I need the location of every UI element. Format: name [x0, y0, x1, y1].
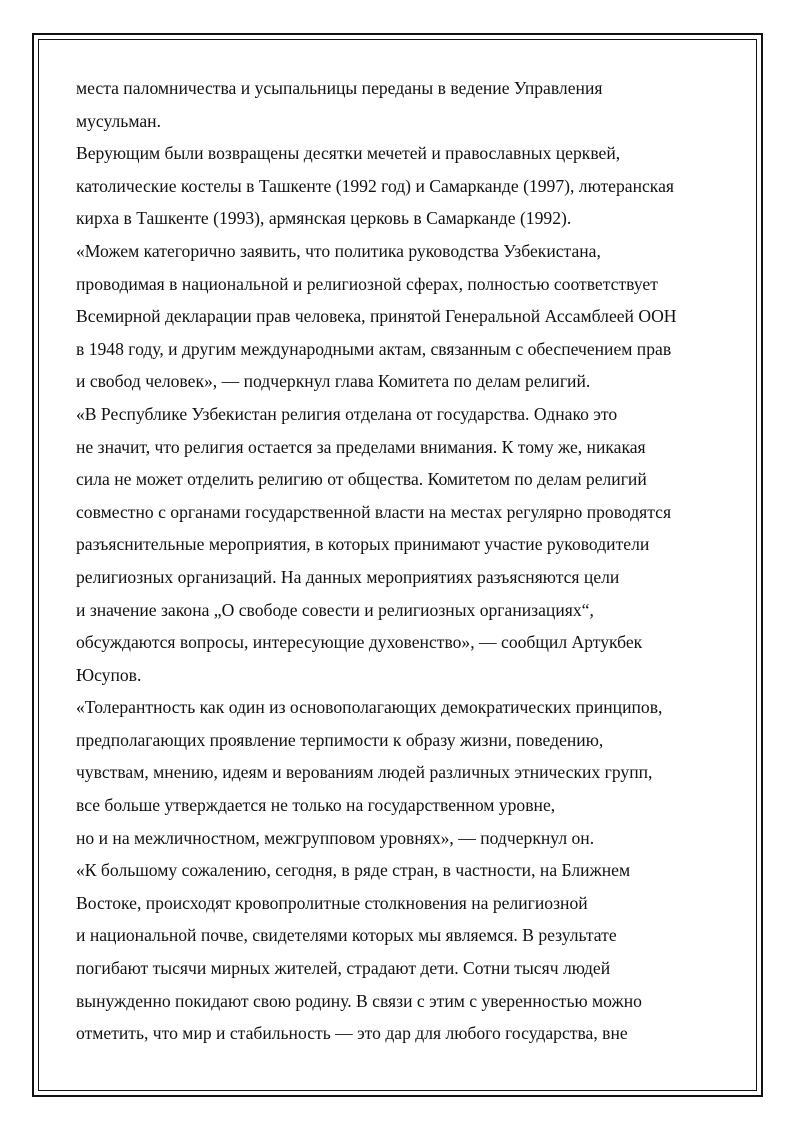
- text-line: Востоке, происходят кровопролитные столкновения на религиозной: [76, 892, 588, 913]
- document-body: [76, 74, 736, 1052]
- text-line: предполагающих проявление терпимости к образу жизни, поведению,: [76, 729, 604, 750]
- text-line: «Можем категорично заявить, что политика руководства Узбекистана,: [76, 240, 601, 261]
- text-line: Верующим были возвращены десятки мечетей и православных церквей,: [76, 143, 621, 164]
- text-line: все больше утверждается не только на государственном уровне,: [76, 795, 556, 816]
- text-line: кирха в Ташкенте (1993), армянская церковь в Самарканде (1992).: [76, 208, 572, 229]
- text-line: места паломничества и усыпальницы переданы в ведение Управления: [76, 78, 603, 98]
- text-line: вынужденно покидают свою родину. В связи с этим с уверенностью можно: [76, 990, 642, 1011]
- text-line: проводимая в национальной и религиозной сферах, полностью соответствует: [76, 273, 658, 294]
- text-line: обсуждаются вопросы, интересующие духовенство», — сообщил Артукбек: [76, 632, 643, 653]
- text-line: «Толерантность как один из основополагающих демократических принципов,: [76, 697, 663, 718]
- text-line: сила не может отделить религию от общества. Комитетом по делам религий: [76, 469, 647, 490]
- text-line: мусульман.: [76, 110, 161, 131]
- text-line: религиозных организаций. На данных мероприятиях разъясняются цели: [76, 566, 620, 587]
- text-line: чувствам, мнению, идеям и верованиям людей различных этнических групп,: [76, 762, 653, 783]
- text-line: отметить, что мир и стабильность — это дар для любого государства, вне: [76, 1023, 628, 1044]
- text-line: разъяснительные мероприятия, в которых принимают участие руководители: [76, 534, 650, 555]
- text-line: католические костелы в Ташкенте (1992 год) и Самарканде (1997), лютеранская: [76, 175, 674, 196]
- text-line: в 1948 году, и другим международными актам, связанным с обеспечением прав: [76, 338, 672, 359]
- text-line: Юсупов.: [76, 664, 142, 685]
- text-line: и значение закона „О свободе совести и религиозных организациях“,: [76, 599, 594, 620]
- text-line: «В Республике Узбекистан религия отделана от государства. Однако это: [76, 403, 618, 424]
- text-line: Всемирной декларации прав человека, принятой Генеральной Ассамблеей ООН: [76, 306, 677, 327]
- text-line: но и на межличностном, межгрупповом уровнях», — подчеркнул он.: [76, 827, 595, 848]
- text-line: и национальной почве, свидетелями которых мы являемся. В результате: [76, 925, 617, 946]
- text-line: не значит, что религия остается за пределами внимания. К тому же, никакая: [76, 436, 646, 457]
- text-line: совместно с органами государственной власти на местах регулярно проводятся: [76, 501, 672, 522]
- text-line: и свобод человек», — подчеркнул глава Комитета по делам религий.: [76, 371, 591, 392]
- text-line: погибают тысячи мирных жителей, страдают дети. Сотни тысяч людей: [76, 958, 611, 979]
- text-line: «К большому сожалению, сегодня, в ряде стран, в частности, на Ближнем: [76, 860, 631, 881]
